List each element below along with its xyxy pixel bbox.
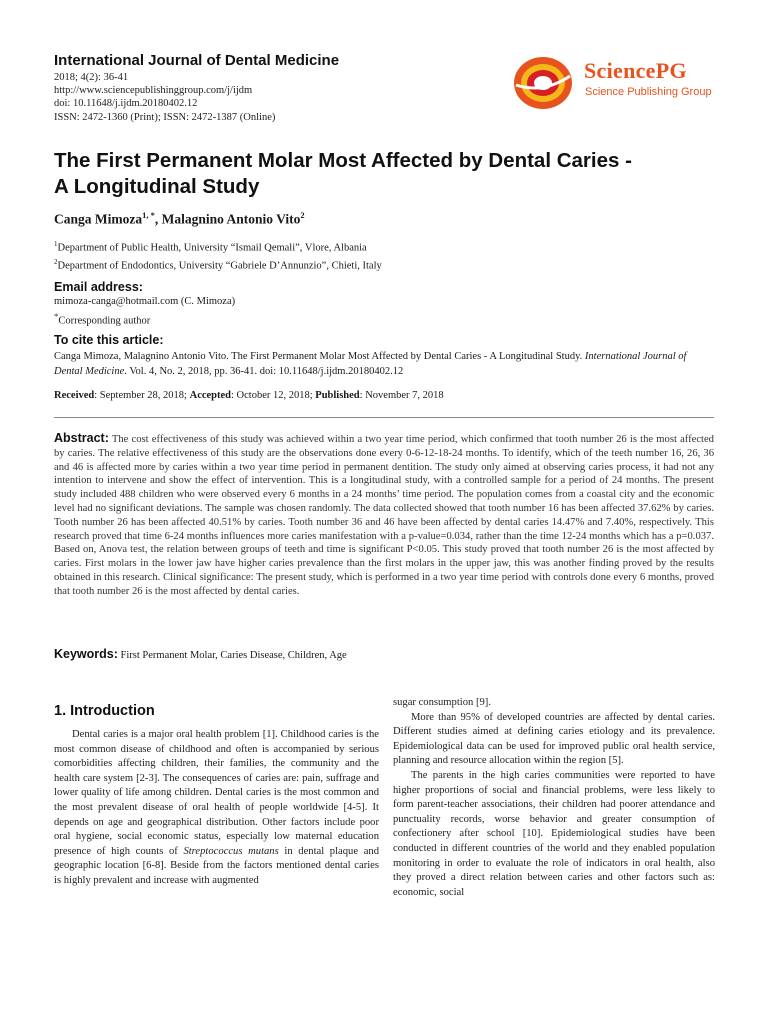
keywords-label: Keywords: (54, 647, 118, 661)
abstract (54, 432, 714, 599)
paragraph: sugar consumption [9]. (393, 697, 491, 708)
author-2-sup: 2 (300, 210, 305, 220)
body-column-right (393, 696, 715, 900)
article-title-line1: The First Permanent Molar Most Affected by Dental Caries - (54, 149, 632, 172)
citation-journal: International Journal of Dental Medicine (54, 351, 687, 377)
author-separator: , (154, 211, 162, 227)
author-1-sup: 1, * (142, 210, 155, 220)
paragraph: The parents in the high caries communities were reported to have higher proportions of social and financial problems, were less likely to form parent-teacher associations, their children had poorer attendance and punctuality records, worse behavior and greater consumption of confectionery after school [10]. Epidemiological studies have been conducted in different countries of the world and they enabled population monitoring in order to evaluate the role of indicators in oral health, also they proved a direct relation between caries and other factors such as: economic, social (393, 769, 715, 898)
header-divider (54, 417, 714, 418)
journal-meta (54, 71, 275, 124)
journal-title: International Journal of Dental Medicine (54, 52, 340, 69)
cite-label: To cite this article: (54, 333, 164, 347)
affiliation-2: $^2$Department of Endodontics, University “Gabriele D’Annunzio”, Chieti, Italy (54, 258, 382, 272)
logo-subtitle: Science Publishing Group (585, 86, 712, 98)
abstract-text: The cost effectiveness of this study was achieved within a two year time period, which confirmed that tooth number 26 is the most affected by caries. The relative effectiveness of this study are the observations done every 0-6-12-18-24 months. To identify, which of the teeth number 16, 26, 36 and 46 is affected more by caries within a two year time period in permanent dentition. The study only aimed at observing caries process, it had not any intention to intervene and show the effect of intervention. This is a longitudinal study, with a controlled sample for a period of 24 months. The present study included 488 children who were observed every 6 months in a 24 months’ time period. The population comes from a coastal city and the economic level had no significant deviations. The sample was chosen randomly. The data collected showed that tooth number 16 has been affected 37.62% by caries. Tooth number 26 has been affected 40.51% by caries. Tooth number 36 and 46 have been affected by dental caries 14.47% and 7.40%, respectively. This research proved that time 6-24 months influences more caries manifestation with a p-value=0.034, rather than the time 12-24 months which has a p=0.037. Based on, Anova test, the relation between groups of teeth and time is significant P<0.05. This study proved that tooth number 26 is the most affected by caries. First molars in the lower jaw have higher caries prevalence than the first molars in the upper jaw, this was another finding proved by the results obtained in this research. Clinical significance: The present study, which is performed in a two year time period with controls done every 6 months, proved that tooth number 26 is the most affected by dental caries. (54, 434, 714, 597)
article-doi[interactable]: doi: 10.11648/j.ijdm.20180402.12 (54, 98, 198, 110)
species-name: Streptococcus mutans (183, 845, 279, 857)
journal-url[interactable]: http://www.sciencepublishinggroup.com/j/ijdm (54, 85, 253, 97)
sciencepg-logo-icon (512, 54, 574, 112)
issn: ISSN: 2472-1360 (Print); ISSN: 2472-1387 (Online) (54, 111, 276, 123)
paragraph: More than 95% of developed countries are affected by dental caries. Different studies aimed at defining caries etiology and its prevalence. Epidemiological data can be used for improved public oral health service, planning and resource allocation within the region [5]. (393, 711, 715, 767)
body-column-left (54, 728, 379, 889)
article-title-line2: A Longitudinal Study (54, 175, 260, 198)
author-1: Canga Mimoza (54, 211, 143, 227)
email-address[interactable]: mimoza-canga@hotmail.com (C. Mimoza) (54, 296, 236, 307)
author-list (54, 210, 305, 228)
volume-pages: 2018; 4(2): 36-41 (54, 72, 129, 83)
logo-brand: SciencePG (584, 58, 687, 83)
keywords (54, 647, 347, 661)
author-2: Malagnino Antonio Vito (161, 211, 301, 227)
citation: Canga Mimoza, Malagnino Antonio Vito. The First Permanent Molar Most Affected by Dental Caries - A Longitudinal Study. International Journal of Dental Medicine. Vol. 4, No. 2, 2018, pp. 36-41. doi: 10.11648/j.ijdm.20180402.12 (54, 351, 687, 377)
affiliation-1: $^1$Department of Public Health, University “Ismail Qemali”, Vlore, Albania (54, 240, 367, 254)
email-label: Email address: (54, 280, 143, 294)
article-dates: Received: September 28, 2018; Accepted: October 12, 2018; Published: November 7, 2018 (54, 390, 444, 401)
section-heading-introduction: 1. Introduction (54, 703, 155, 719)
article-title (54, 148, 734, 200)
paragraph: Dental caries is a major oral health problem [1]. Childhood caries is the most common disease of childhood and often is accompanied by serious comorbidities affecting children, their families, the community and the health care system [2-3]. The consequences of caries are: pain, suffrage and lower quality of life among children. Dental caries is the most common and the most prevalent disease of oral health of people worldwide [4-5]. It depends on age and geographical distribution. Other factors include poor oral hygiene, social economic status, especially low maternal education presence of high counts of Streptococcus mutans in dental plaque and geographic location [6-8]. Beside from the factors mentioned dental caries is highly prevalent and increase with augmented (54, 729, 379, 886)
corresponding-author-note: *Corresponding author (54, 311, 151, 327)
abstract-label: Abstract: (54, 431, 109, 445)
sciencepg-logo (512, 52, 712, 112)
keywords-text: First Permanent Molar, Caries Disease, Children, Age (120, 650, 347, 661)
